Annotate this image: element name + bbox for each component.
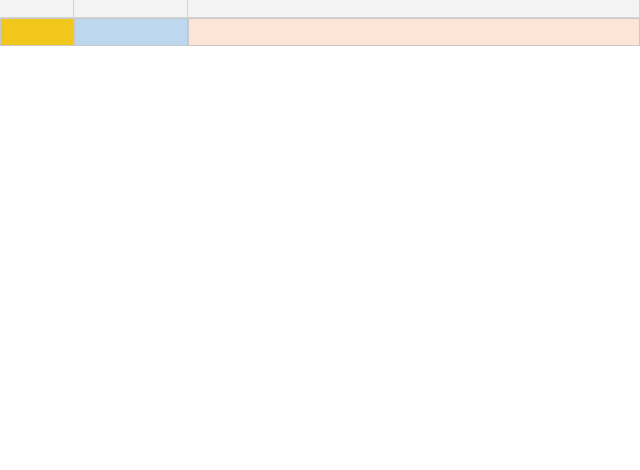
header-category[interactable] [74,18,188,46]
column-header-c[interactable] [188,0,640,18]
column-header-b[interactable] [74,0,188,18]
header-products[interactable] [188,18,640,46]
header-month[interactable] [0,18,74,46]
column-header-a[interactable] [0,0,74,18]
